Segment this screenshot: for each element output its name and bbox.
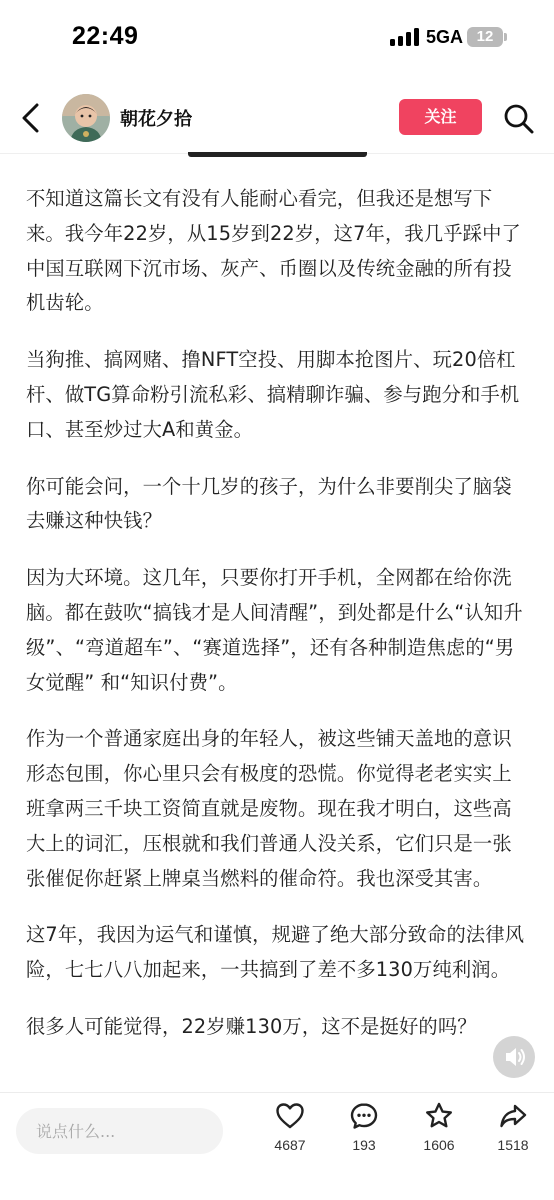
author-name[interactable]: 朝花夕拾 xyxy=(120,109,192,130)
comment-input[interactable] xyxy=(16,1108,223,1154)
paragraph: 你可能会问，一个十几岁的孩子，为什么非要削尖了脑袋去赚这种快钱？ xyxy=(26,474,512,533)
search-button[interactable] xyxy=(502,102,536,136)
star-icon xyxy=(424,1101,454,1131)
speaker-icon xyxy=(493,1036,535,1078)
battery-icon: 12 xyxy=(467,27,503,47)
share-icon xyxy=(498,1101,528,1131)
paragraph: 不知道这篇长文有没有人能耐心看完，但我还是想写下来。我今年22岁，从15岁到22岁，这7年，我几乎踩中了中国互联网下沉市场、灰产、币圈以及传统金融的所有投机齿轮。 xyxy=(26,187,521,315)
search-icon xyxy=(502,102,536,136)
avatar-image xyxy=(62,94,110,142)
like-count: 4687 xyxy=(274,1137,306,1153)
share-button[interactable] xyxy=(481,1101,545,1171)
status-time: 22:49 xyxy=(72,22,139,50)
header xyxy=(0,86,554,152)
signal-icon xyxy=(390,28,420,46)
paragraph: 很多人可能觉得，22岁赚130万，这不是挺好的吗？ xyxy=(26,1014,477,1038)
paragraph: 作为一个普通家庭出身的年轻人，被这些铺天盖地的意识形态包围，你心里只会有极度的恐慌。你觉得老老实实上班拿两三千块工资简直就是废物。现在我才明白，这些高大上的词汇，压根就和我们普通人没关系，它们只是一张张催促你赶紧上牌桌当燃料的催命符。我也深受其害。 xyxy=(26,727,512,890)
comment-button[interactable] xyxy=(332,1101,396,1171)
read-aloud-button[interactable] xyxy=(493,1036,535,1078)
image-scroll-indicator xyxy=(188,152,367,157)
status-bar xyxy=(0,0,554,76)
paragraph: 因为大环境。这几年，只要你打开手机，全网都在给你洗脑。都在鼓吹“搞钱才是人间清醒”，到处都是什么“认知升级”、“弯道超车”、“赛道选择”，还有各种制造焦虑的“男女觉醒” 和“知识付费”。 xyxy=(26,566,523,694)
like-button[interactable] xyxy=(258,1101,322,1171)
comment-count: 193 xyxy=(352,1137,376,1153)
back-button[interactable] xyxy=(14,100,48,136)
share-count: 1518 xyxy=(497,1137,529,1153)
bottom-action-bar xyxy=(0,1092,554,1200)
follow-button[interactable]: 关注 xyxy=(399,99,482,135)
paragraph: 这7年，我因为运气和谨慎，规避了绝大部分致命的法律风险，七七八八加起来，一共搞到了差不多130万纯利润。 xyxy=(26,923,525,982)
battery-tip xyxy=(504,33,507,41)
network-type: 5GA xyxy=(426,27,464,47)
article-body xyxy=(26,182,530,1067)
heart-icon xyxy=(275,1101,305,1131)
favorite-count: 1606 xyxy=(423,1137,455,1153)
back-icon xyxy=(14,100,48,136)
paragraph: 当狗推、搞网赌、撸NFT空投、用脚本抢图片、玩20倍杠杆、做TG算命粉引流私彩、搞精聊诈骗、参与跑分和手机口、甚至炒过大A和黄金。 xyxy=(26,348,520,441)
comment-icon xyxy=(349,1101,379,1131)
avatar[interactable] xyxy=(62,94,110,142)
favorite-button[interactable] xyxy=(407,1101,471,1171)
